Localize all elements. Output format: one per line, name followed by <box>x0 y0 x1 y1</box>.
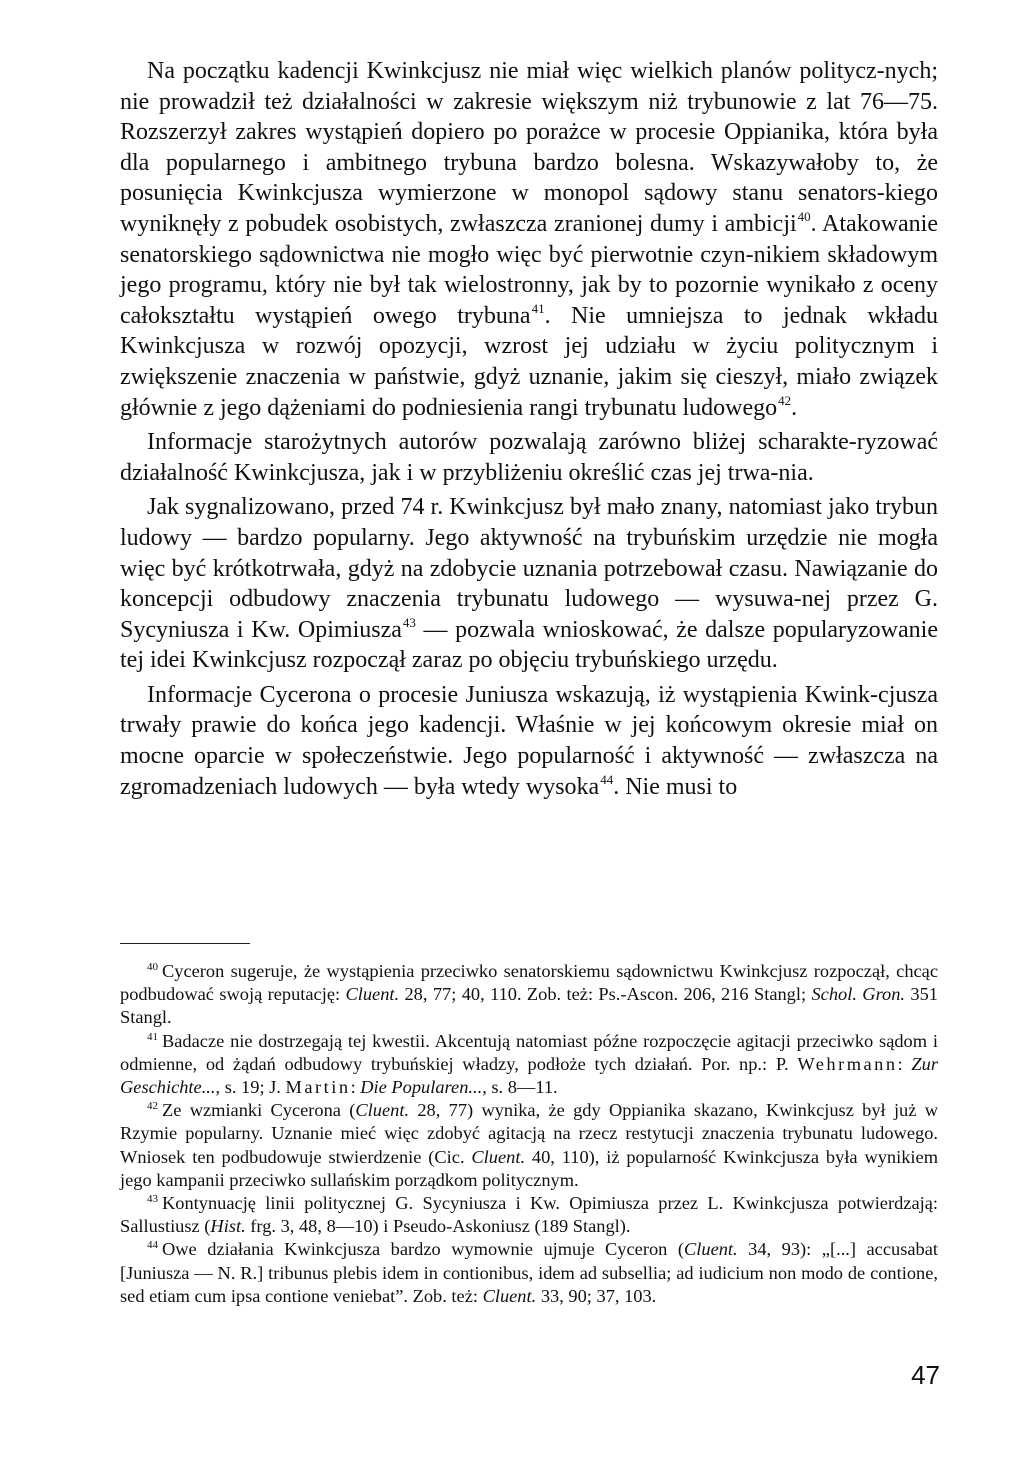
italic-citation: Die Popularen... <box>360 1077 483 1098</box>
text-run: : <box>897 1053 912 1074</box>
italic-citation: Hist. <box>210 1216 246 1237</box>
author-name: Martin <box>285 1077 351 1098</box>
text-run: 33, 90; 37, 103. <box>536 1285 657 1306</box>
text-run: Informacje Cycerona o procesie Juniusza wskazują, iż wystąpienia Kwink-cjusza trwały prawie do końca jego kadencji. Właśnie w jej końcowym okresie miał on mocne oparcie w społeczeństwie. Jego popularność i aktywność — zwłaszcza na zgromadzeniach ludowych — była wtedy wysoka <box>120 681 938 800</box>
footnote-43 <box>120 1192 938 1238</box>
footnote-number: 44 <box>147 1239 158 1252</box>
footnote-ref-40[interactable]: 40 <box>797 208 811 224</box>
text-run: . Atakowanie senatorskiego sądownictwa nie mogło więc być pierwotnie czyn-nikiem składowym jego programu, który nie był tak wielostronny, jak by to pozornie wynikało z oceny całokształtu wystąpień owego trybuna <box>120 210 938 329</box>
footnote-ref-41[interactable]: 41 <box>531 300 545 316</box>
text-run: Na początku kadencji Kwinkcjusz nie miał więc wielkich planów politycz-nych; nie prowadził też działalności w zakresie większym niż trybunowie z lat 76—75. Rozszerzył zakres wystąpień dopiero po porażce w procesie Oppianika, która była dla popularnego i ambitnego trybuna bardzo bolesna. Wskazywałoby to, że posunięcia Kwinkcjusza wymierzone w monopol sądowy stanu senators-kiego wyniknęły z pobudek osobistych, zwłaszcza zranionej dumy i ambicji <box>120 58 938 237</box>
text-run: , s. 8—11. <box>482 1077 558 1098</box>
text-run: Kontynuację linii politycznej G. Sycyniusza i Kw. Opimiusza przez L. Kwinkcjusza potwierdzają: Sallustiusz ( <box>120 1193 938 1237</box>
footnote-number: 40 <box>147 961 158 973</box>
footnote-ref-42[interactable]: 42 <box>778 392 792 408</box>
footnote-number: 42 <box>147 1100 158 1113</box>
paragraph-2: Informacje starożytnych autorów pozwalają zarówno bliżej scharakte-ryzować działalność Kwinkcjusza, jak i w przybliżeniu określić czas jej trwa-nia. <box>120 429 938 486</box>
footnote-separator <box>120 943 250 944</box>
italic-citation: Cluent. <box>345 984 400 1005</box>
text-run: Jak sygnalizowano, przed 74 r. Kwinkcjusz był mało znany, natomiast jako trybun ludowy — bardzo popularny. Jego aktywność na trybuńskim urzędzie nie mogła więc być krótkotrwała, gdyż na zdobycie uznania potrzebował czasu. Nawiązanie do koncepcji odbudowy znaczenia trybunatu ludowego — wysuwa-nej przez G. Sycyniusza i Kw. Opimiusza <box>120 494 938 643</box>
text-run: 28, 77) wynika, że gdy Oppianika skazano, Kwinkcjusz był już w Rzymie popularny. Uznanie mieć więc zdobyć agitacją na rzecz restytucji znaczenia trybunatu ludowego. Wniosek ten podbudowuje stwierdzenie (Cic. <box>120 1100 938 1167</box>
italic-citation: Schol. Gron. <box>811 984 906 1005</box>
text-run: : <box>350 1077 361 1098</box>
footnote-41 <box>120 1030 938 1100</box>
footnote-number: 43 <box>147 1193 158 1206</box>
text-run: . <box>791 394 798 421</box>
paragraph-1 <box>120 56 938 423</box>
footnotes <box>120 960 938 1308</box>
author-name: Wehrmann <box>797 1053 898 1074</box>
text-run: 40, 110), iż popularność Kwinkcjusza była wynikiem jego kampanii przeciwko sullańskim porządkom politycznym. <box>120 1146 939 1190</box>
main-text <box>120 56 938 802</box>
text-run: . Nie umniejsza to jednak wkładu Kwinkcjusza w rozwój opozycji, wzrost jej udziału w życiu politycznym i zwiększenie znaczenia w państwie, gdyż uznanie, jakim się cieszył, miało związek głównie z jego dążeniami do podniesienia rangi trybunatu ludowego <box>120 302 939 421</box>
text-run: , s. 19; J. <box>215 1077 286 1098</box>
text-run: 28, 77; 40, 110. Zob. też: Ps.-Ascon. 206, 216 Stangl; <box>399 984 812 1005</box>
text-run: . Nie musi to <box>613 773 738 800</box>
text-run: Cyceron sugeruje, że wystąpienia przeciwko senatorskiemu sądownictwu Kwinkcjusz rozpoczął, chcąc podbudować swoją reputację: <box>120 961 938 1005</box>
paragraph-4 <box>120 680 938 802</box>
italic-citation: Cluent. <box>482 1285 537 1306</box>
italic-citation: Zur Geschichte... <box>120 1053 938 1098</box>
italic-citation: Cluent. <box>684 1239 738 1260</box>
footnote-ref-43[interactable]: 43 <box>402 614 416 630</box>
italic-citation: Cluent. <box>471 1146 526 1167</box>
text-run: — pozwala wnioskować, że dalsze popularyzowanie tej idei Kwinkcjusz rozpoczął zaraz po objęciu trybuńskiego urzędu. <box>120 616 938 674</box>
page-number: 47 <box>911 1360 940 1390</box>
text-run: 34, 93): „[...] accusabat [Juniusza — N. R.] tribunus plebis idem in contionibus, idem ad subsellia; ad iudicium non modo de contione, sed etiam cum ipsa contione veniebat”. Zob. też: <box>120 1239 938 1306</box>
text-run: Owe działania Kwinkcjusza bardzo wymownie ujmuje Cyceron ( <box>162 1239 684 1260</box>
text-run: Badacze nie dostrzegają tej kwestii. Akcentują natomiast późne rozpoczęcie agitacji przeciwko sądom i odmienne, od żądań odbudowy trybuńskiej władzy, podłoże tych działań. Por. np.: P. <box>120 1030 938 1074</box>
footnote-number: 41 <box>147 1030 158 1043</box>
text-run: Ze wzmianki Cycerona ( <box>162 1100 356 1121</box>
footnote-ref-44[interactable]: 44 <box>600 771 614 787</box>
footnote-40 <box>120 960 938 1030</box>
paragraph-3 <box>120 492 938 676</box>
footnote-44 <box>120 1238 938 1308</box>
text-run: frg. 3, 48, 8—10) i Pseudo-Askoniusz (189 Stangl). <box>245 1216 631 1237</box>
italic-citation: Cluent. <box>355 1100 410 1121</box>
text-run: 351 Stangl. <box>120 984 938 1028</box>
footnote-42 <box>120 1099 938 1192</box>
